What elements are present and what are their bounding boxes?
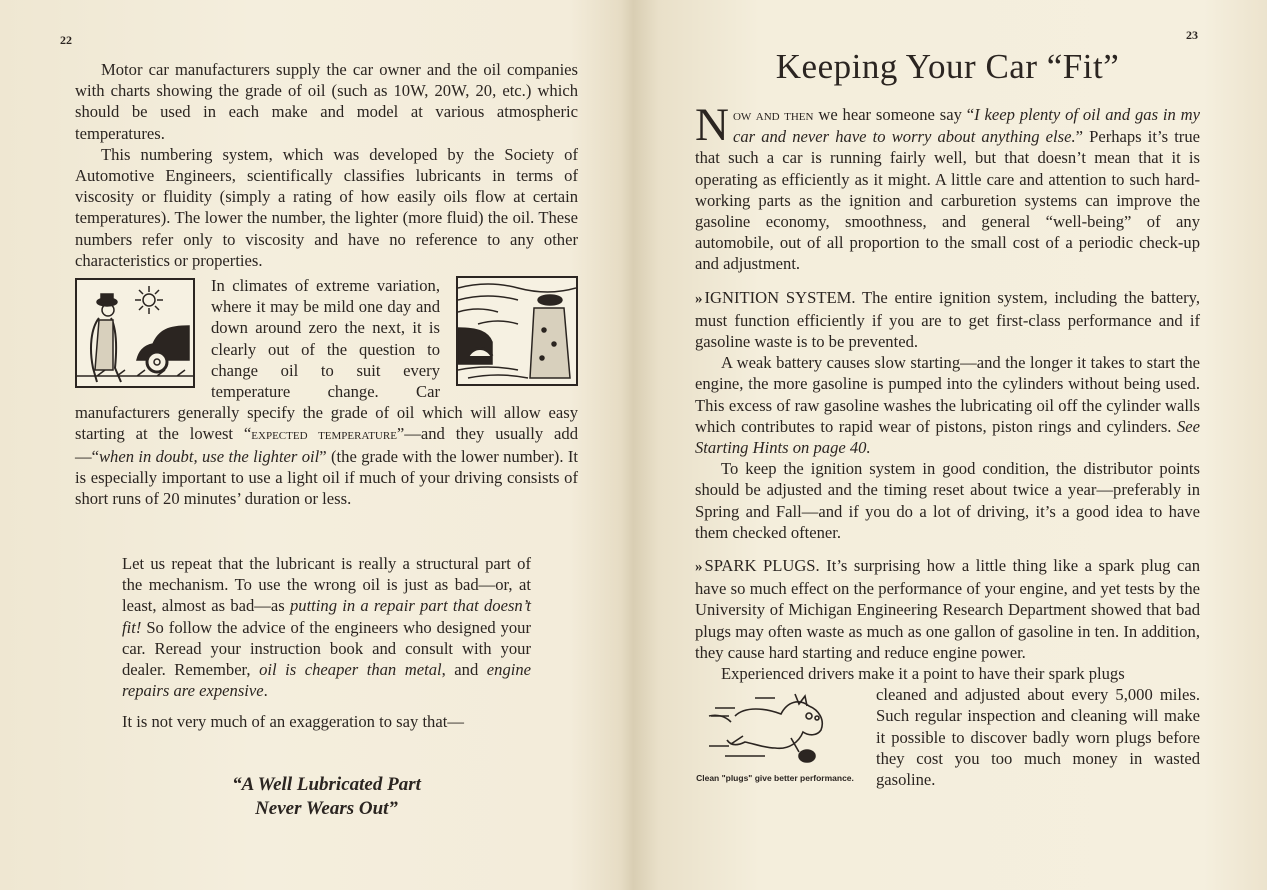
page-title: Keeping Your Car “Fit” bbox=[775, 47, 1120, 86]
section-marker-icon: » bbox=[695, 290, 700, 307]
left-page-indented-block bbox=[122, 553, 531, 733]
paragraph-numbering-system: This numbering system, which was developed by the Society of Automotive Engineers, scientifically classifies lubricants in terms of viscosity or fluidity (simply a rating of how easily oils flow at certain temperatures). The lower the number, the lighter (more fluid) the oil. These numbers refer only to viscosity and have no reference to any other characteristics or properties. bbox=[75, 144, 578, 270]
paragraph-structural-part: Let us repeat that the lubricant is really a structural part of the mechanism. To use the wrong oil is just as bad—or, at least, almost as bad—as putting in a repair part that doesn’t fit! So follow the advice of the engineers who designed your car. Reread your instruction book and consult with your dealer. Remember, oil is cheaper than metal, and engine repairs are expensive. bbox=[122, 554, 532, 701]
section-marker-icon: » bbox=[695, 559, 700, 576]
illustration-summer-man-car bbox=[75, 278, 195, 388]
paragraph-spark-plugs: » SPARK PLUGS. It’s surprising how a little thing like a spark plug can have so much effect on the performance of your engine, and yet tests by the University of Michigan Engineering Research Department showed that bad plugs may often waste as much as one gallon of gasoline in ten. In addition, they cause hard starting and reduce engine power. bbox=[695, 556, 1200, 662]
illustration-winter-man-car bbox=[456, 276, 578, 386]
paragraph-oil-charts: Motor car manufacturers supply the car owner and the oil companies with charts showing the grade of oil (such as 10W, 20W, 20, etc.) which should be used in each make and model at various atmospheric temperatures. bbox=[75, 60, 578, 143]
section-heading-ignition: IGNITION SYSTEM. bbox=[704, 287, 856, 307]
paragraph-experienced-drivers-lead: Experienced drivers make it a point to have their spark plugs bbox=[721, 664, 1125, 684]
left-page-body bbox=[75, 59, 578, 509]
illustration-caption: Clean "plugs" give better performance. bbox=[696, 773, 854, 784]
paragraph-weak-battery: A weak battery causes slow starting—and the longer it takes to start the engine, the more gasoline is pumped into the cylinders without being used. This excess of raw gasoline washes the lubricating oil off the cylinder walls which contributes to rapid wear of pistons, piston rings and cylinders. See Starting Hints on page 40. bbox=[695, 353, 1200, 458]
right-page-body bbox=[695, 99, 1200, 794]
paragraph-exaggeration: It is not very much of an exaggeration to say that— bbox=[122, 712, 464, 732]
paragraph-ignition-system: » IGNITION SYSTEM. The entire ignition system, including the battery, must function efficiently if you are to get first-class performance and if gasoline waste is to be prevented. bbox=[695, 287, 1200, 352]
paragraph-intro: Now and then we hear someone say “I keep plenty of oil and gas in my car and never have to worry about anything else.” Perhaps it’s true that such a car is running fairly well, but that doesn’t mean that it is operating as efficiently as it might. A little care and attention to such hard-working parts as the ignition and carburetion systems can improve the gasoline economy, smoothness, and general “well-being” of any automobile, out of all proportion to the small cost of a periodic check-up and adjustment. bbox=[695, 99, 1200, 274]
paragraph-distributor: To keep the ignition system in good condition, the distributor points should be adjusted and the timing reset about twice a year—preferably in Spring and Fall—and if you do a lot of driving, it’s a good idea to have them checked oftener. bbox=[695, 459, 1200, 542]
illustration-running-horse bbox=[695, 686, 855, 794]
paragraph-climates: In climates of extreme variation, where it may be mild one day and down around zero the next, it is clearly out of the question to change oil to suit every temperature change. Car manufacturers generally specify the grade of oil which will allow easy starting at the lowest “expected temperature”—and they usually add—“when in doubt, use the lighter oil” (the grade with the lower number). It is especially important to use a light oil if much of your driving consists of short runs of 20 minutes’ duration or less. bbox=[75, 276, 578, 509]
page-number-left: 22 bbox=[60, 33, 72, 47]
section-heading-spark-plugs: SPARK PLUGS. bbox=[704, 556, 820, 576]
pull-quote: “A Well Lubricated Part Never Wears Out” bbox=[232, 774, 421, 819]
drop-cap: N bbox=[695, 99, 729, 151]
page-number-right: 23 bbox=[1186, 28, 1198, 42]
paragraph-experienced-drivers: Clean "plugs" give better performance. cleaned and adjusted about every 5,000 miles. Such regular inspection and cleaning will make it possible to discover badly worn plugs before they cost you too much money in wasted gasoline. bbox=[695, 684, 1200, 790]
